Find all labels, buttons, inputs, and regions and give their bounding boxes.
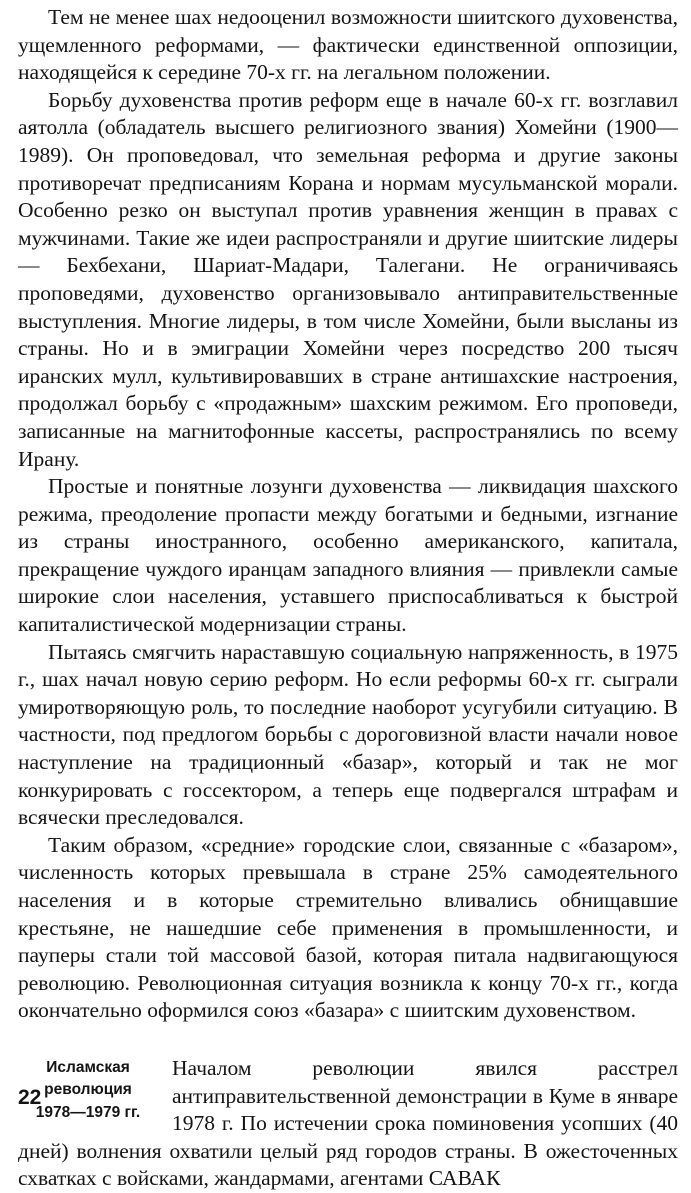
paragraph-slogans: Простые и понятные лозунги духовенства — ликвидация шахского режима, преодоление пропасти между богатыми и бедными, изгнание из страны иностранного, особенно американского, капитала, прекращение чуждого иранцам западного влияния — привлекли самые широкие слои населения, уставшего приспосабливаться к быстрой капиталистической модернизации страны.: [18, 474, 678, 637]
side-heading-line: революция: [44, 1081, 132, 1099]
paragraph-clergy-opposition: Тем не менее шах недооценил возможности шиитского духовенства, ущемленного реформами, — фактически единственной оппозиции, находящейся к середине 70-х гг. на легальном положении.: [18, 5, 678, 85]
paragraph-bazaar-alliance: Таким образом, «средние» городские слои, связанные с «базаром», численность которых превышала в стране 25% самодеятельного населения и в которые стремительно вливались обнищавшие крестьяне, не нашедшие себе применения в промышленности, и пауперы стали той массовой базой, которая питала надвигающуюся революцию. Революционная ситуация возникла к концу 70-х гг., когда окончательно оформился союз «базара» с шиитским духовенством.: [18, 832, 678, 1023]
page-number: 22: [18, 1086, 42, 1109]
side-heading-line: 1978—1979 гг.: [35, 1103, 141, 1121]
section-islamic-revolution: [18, 1055, 678, 1193]
paragraph-revolution-start: Началом революции явился расстрел антиправительственной демонстрации в Куме в январе 1978 г. По истечении срока поминовения усопших (40 дней) волнения охватили целый ряд городов страны. В ожесточенных схватках с войсками, жандармами, агентами САВАК: [18, 1055, 678, 1191]
side-heading-line: Исламская: [46, 1058, 130, 1076]
paragraph-reforms-1975: Пытаясь смягчить нараставшую социальную напряженность, в 1975 г., шах начал новую серию реформ. Но если реформы 60-х гг. сыграли умиротворяющую роль, то последние наоборот усугубили ситуацию. В частности, под предлогом борьбы с дороговизной власти начали новое наступление на традиционный «базар», который и так не мог конкурировать с госсектором, а теперь еще подвергался штрафам и всячески преследовался.: [18, 639, 678, 830]
page-body: [18, 4, 678, 1193]
paragraph-khomeini: Борьбу духовенства против реформ еще в начале 60-х гг. возглавил аятолла (обладатель высшего религиозного звания) Хомейни (1900—1989). Он проповедовал, что земельная реформа и другие законы противоречат предписаниям Корана и нормам мусульманской морали. Особенно резко он выступал против уравнения женщин в правах с мужчинами. Такие же идеи распространяли и другие шиитские лидеры — Бехбехани, Шариат-Мадари, Талегани. Не ограничиваясь проповедями, духовенство организовывало антиправительственные выступления. Многие лидеры, в том числе Хомейни, были высланы из страны. Но и в эмиграции Хомейни через посредство 200 тысяч иранских мулл, культивировавших в стране антишахские настроения, продолжал борьбу с «продажным» шахским режимом. Его проповеди, записанные на магнитофонные кассеты, распространялись по всему Ирану.: [18, 87, 678, 471]
